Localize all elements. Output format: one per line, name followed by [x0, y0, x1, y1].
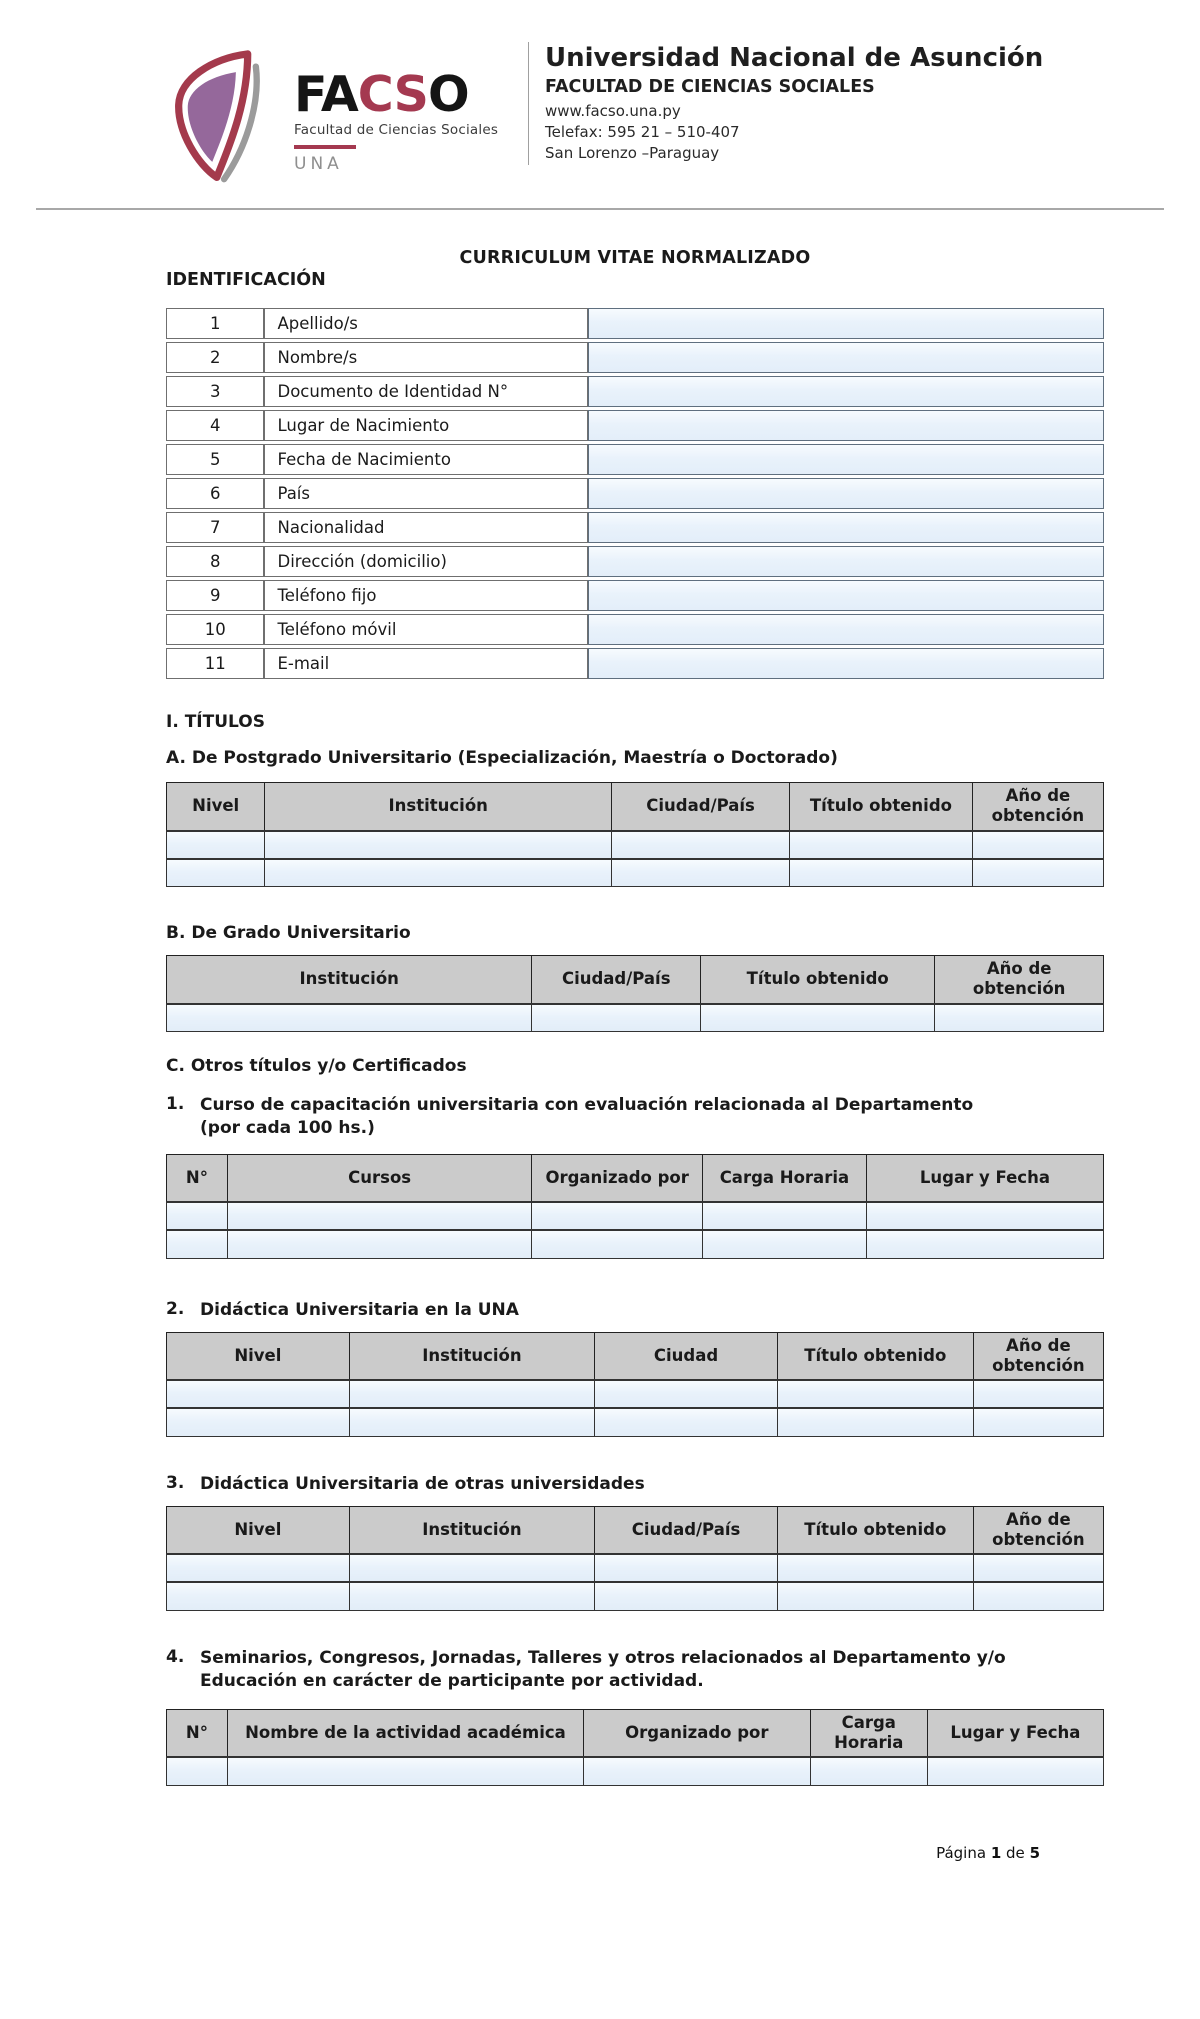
empty-field[interactable] — [972, 859, 1103, 887]
pais-field[interactable] — [588, 478, 1104, 509]
row-number: 7 — [166, 512, 264, 543]
row-number: 5 — [166, 444, 264, 475]
empty-field[interactable] — [973, 1582, 1103, 1610]
header-rule — [36, 208, 1164, 210]
document-title: CURRICULUM VITAE NORMALIZADO — [459, 248, 811, 268]
empty-field[interactable] — [167, 831, 265, 859]
empty-field[interactable] — [777, 1408, 973, 1436]
empty-field[interactable] — [790, 831, 973, 859]
column-header: Nivel — [167, 1506, 350, 1554]
table-row — [166, 478, 1104, 509]
item-4-heading — [166, 1647, 1104, 1693]
empty-field[interactable] — [866, 1202, 1103, 1230]
item-text: Curso de capacitación universitaria con evaluación relacionada al Departamento (por cada 100 hs.) — [200, 1095, 974, 1138]
empty-field[interactable] — [532, 1230, 703, 1258]
faculty-name: FACULTAD DE CIENCIAS SOCIALES — [545, 76, 875, 97]
row-number: 4 — [166, 410, 264, 441]
column-header: Año de obtención — [972, 783, 1103, 831]
table-row — [166, 648, 1104, 679]
table-row — [166, 444, 1104, 475]
empty-field[interactable] — [167, 1554, 350, 1582]
apellidos-field[interactable] — [588, 308, 1104, 339]
column-header: Ciudad/País — [532, 956, 701, 1004]
item-2-heading — [166, 1299, 1104, 1322]
table-row — [166, 614, 1104, 645]
didactica-otras-table — [166, 1506, 1104, 1611]
row-number: 10 — [166, 614, 264, 645]
titulos-heading: I. TÍTULOS — [166, 712, 265, 732]
row-label: E-mail — [264, 648, 588, 679]
table-row — [166, 546, 1104, 577]
item-1-heading — [166, 1094, 1104, 1140]
item-text: Didáctica Universitaria en la UNA — [200, 1299, 519, 1320]
facso-logo-icon — [166, 42, 284, 192]
document-page — [0, 42, 1200, 194]
empty-field[interactable] — [265, 859, 612, 887]
empty-field[interactable] — [935, 1004, 1104, 1032]
empty-field[interactable] — [167, 1230, 228, 1258]
grado-table — [166, 955, 1104, 1032]
item-3-heading — [166, 1473, 1104, 1496]
cursos-table — [166, 1154, 1104, 1259]
table-row — [166, 376, 1104, 407]
empty-field[interactable] — [349, 1408, 594, 1436]
table-row — [166, 410, 1104, 441]
column-header: Título obtenido — [790, 783, 973, 831]
empty-field[interactable] — [612, 859, 790, 887]
university-name: Universidad Nacional de Asunción — [545, 43, 1044, 73]
table-row — [167, 1230, 1104, 1258]
empty-field[interactable] — [702, 1202, 866, 1230]
documento-field[interactable] — [588, 376, 1104, 407]
table-row — [166, 342, 1104, 373]
column-header: Año de obtención — [935, 956, 1104, 1004]
empty-field[interactable] — [227, 1757, 583, 1785]
column-header: Organizado por — [532, 1154, 703, 1202]
column-header: Organizado por — [583, 1709, 810, 1757]
postgrado-table — [166, 782, 1104, 887]
table-header-row — [167, 783, 1104, 831]
empty-field[interactable] — [227, 1202, 532, 1230]
column-header: Nivel — [167, 783, 265, 831]
facso-red-bar — [294, 145, 356, 149]
table-header-row — [167, 1154, 1104, 1202]
empty-field[interactable] — [595, 1408, 778, 1436]
column-header: Ciudad/País — [612, 783, 790, 831]
item-number: 4. — [166, 1646, 185, 1667]
facso-wordmark — [294, 42, 506, 174]
empty-field[interactable] — [777, 1380, 973, 1408]
row-label: Teléfono fijo — [264, 580, 588, 611]
empty-field[interactable] — [595, 1582, 778, 1610]
table-row — [167, 859, 1104, 887]
empty-field[interactable] — [167, 1004, 532, 1032]
empty-field[interactable] — [702, 1230, 866, 1258]
row-label: Documento de Identidad N° — [264, 376, 588, 407]
item-number: 1. — [166, 1094, 185, 1114]
empty-field[interactable] — [583, 1757, 810, 1785]
empty-field[interactable] — [866, 1230, 1103, 1258]
row-label: Apellido/s — [264, 308, 588, 339]
empty-field[interactable] — [167, 1202, 228, 1230]
column-header: Nombre de la actividad académica — [227, 1709, 583, 1757]
column-header: Título obtenido — [777, 1332, 973, 1380]
row-label: Nombre/s — [264, 342, 588, 373]
table-row — [166, 580, 1104, 611]
empty-field[interactable] — [927, 1757, 1103, 1785]
table-row — [167, 1757, 1104, 1785]
table-row — [167, 1554, 1104, 1582]
column-header: Lugar y Fecha — [866, 1154, 1103, 1202]
empty-field[interactable] — [349, 1582, 594, 1610]
identification-table — [166, 305, 1104, 682]
row-label: Fecha de Nacimiento — [264, 444, 588, 475]
row-number: 9 — [166, 580, 264, 611]
empty-field[interactable] — [790, 859, 973, 887]
empty-field[interactable] — [167, 1408, 350, 1436]
empty-field[interactable] — [612, 831, 790, 859]
telefono-fijo-field[interactable] — [588, 580, 1104, 611]
empty-field[interactable] — [227, 1230, 532, 1258]
location-text: San Lorenzo –Paraguay — [545, 144, 720, 163]
website-text: www.facso.una.py — [545, 101, 681, 120]
empty-field[interactable] — [973, 1554, 1103, 1582]
table-row — [167, 1582, 1104, 1610]
column-header: Ciudad/País — [595, 1506, 778, 1554]
email-field[interactable] — [588, 648, 1104, 679]
column-header: Año de obtención — [973, 1506, 1103, 1554]
table-row — [167, 1408, 1104, 1436]
row-number: 11 — [166, 648, 264, 679]
grado-heading: B. De Grado Universitario — [166, 923, 411, 943]
column-header: Carga Horaria — [702, 1154, 866, 1202]
empty-field[interactable] — [167, 859, 265, 887]
empty-field[interactable] — [349, 1380, 594, 1408]
column-header: Lugar y Fecha — [927, 1709, 1103, 1757]
facso-subtitle: Facultad de Ciencias Sociales — [294, 122, 499, 138]
column-header: Ciudad — [595, 1332, 778, 1380]
empty-field[interactable] — [167, 1582, 350, 1610]
item-number: 3. — [166, 1472, 185, 1493]
letterhead — [166, 42, 1104, 194]
table-header-row — [167, 1709, 1104, 1757]
item-text: Seminarios, Congresos, Jornadas, Talleres y otros relacionados al Departamento y/o Educación en carácter de participante por actividad. — [200, 1647, 1006, 1691]
row-number: 3 — [166, 376, 264, 407]
empty-field[interactable] — [167, 1380, 350, 1408]
row-label: Nacionalidad — [264, 512, 588, 543]
row-number: 8 — [166, 546, 264, 577]
table-row — [167, 1202, 1104, 1230]
seminarios-table — [166, 1709, 1104, 1786]
empty-field[interactable] — [532, 1004, 701, 1032]
table-row — [167, 831, 1104, 859]
column-header: Institución — [349, 1332, 594, 1380]
item-number: 2. — [166, 1298, 185, 1319]
identification-heading: IDENTIFICACIÓN — [166, 270, 326, 290]
column-header: Título obtenido — [701, 956, 935, 1004]
column-header: Carga Horaria — [810, 1709, 927, 1757]
lugar-nacimiento-field[interactable] — [588, 410, 1104, 441]
empty-field[interactable] — [777, 1582, 973, 1610]
empty-field[interactable] — [973, 1408, 1103, 1436]
row-label: Teléfono móvil — [264, 614, 588, 645]
empty-field[interactable] — [595, 1380, 778, 1408]
empty-field[interactable] — [972, 831, 1103, 859]
row-label: Dirección (domicilio) — [264, 546, 588, 577]
row-number: 1 — [166, 308, 264, 339]
university-info-block — [528, 42, 1043, 165]
table-header-row — [167, 1506, 1104, 1554]
nacionalidad-field[interactable] — [588, 512, 1104, 543]
column-header: Institución — [265, 783, 612, 831]
empty-field[interactable] — [532, 1202, 703, 1230]
didactica-una-table — [166, 1332, 1104, 1437]
column-header: Cursos — [227, 1154, 532, 1202]
column-header: Institución — [167, 956, 532, 1004]
empty-field[interactable] — [810, 1757, 927, 1785]
empty-field[interactable] — [349, 1554, 594, 1582]
nombres-field[interactable] — [588, 342, 1104, 373]
facso-acronym: FACSO — [294, 66, 469, 123]
empty-field[interactable] — [167, 1757, 228, 1785]
column-header: Nivel — [167, 1332, 350, 1380]
otros-titulos-heading: C. Otros títulos y/o Certificados — [166, 1056, 467, 1076]
direccion-field[interactable] — [588, 546, 1104, 577]
table-row — [166, 308, 1104, 339]
fecha-nacimiento-field[interactable] — [588, 444, 1104, 475]
page-number: Página 1 de 5 — [936, 1843, 1040, 1862]
column-header: Título obtenido — [777, 1506, 973, 1554]
table-header-row — [167, 1332, 1104, 1380]
table-row — [167, 1380, 1104, 1408]
column-header: Institución — [349, 1506, 594, 1554]
item-text: Didáctica Universitaria de otras universidades — [200, 1473, 645, 1494]
table-row — [167, 1004, 1104, 1032]
postgrado-heading: A. De Postgrado Universitario (Especialización, Maestría o Doctorado) — [166, 748, 838, 768]
table-row — [166, 512, 1104, 543]
empty-field[interactable] — [701, 1004, 935, 1032]
column-header: N° — [167, 1709, 228, 1757]
row-label: País — [264, 478, 588, 509]
telefax-text: Telefax: 595 21 – 510-407 — [545, 123, 740, 142]
facso-una-label: UNA — [294, 154, 343, 174]
row-label: Lugar de Nacimiento — [264, 410, 588, 441]
empty-field[interactable] — [973, 1380, 1103, 1408]
column-header: Año de obtención — [973, 1332, 1103, 1380]
column-header: N° — [167, 1154, 228, 1202]
row-number: 2 — [166, 342, 264, 373]
table-header-row — [167, 956, 1104, 1004]
empty-field[interactable] — [777, 1554, 973, 1582]
empty-field[interactable] — [265, 831, 612, 859]
row-number: 6 — [166, 478, 264, 509]
empty-field[interactable] — [595, 1554, 778, 1582]
telefono-movil-field[interactable] — [588, 614, 1104, 645]
